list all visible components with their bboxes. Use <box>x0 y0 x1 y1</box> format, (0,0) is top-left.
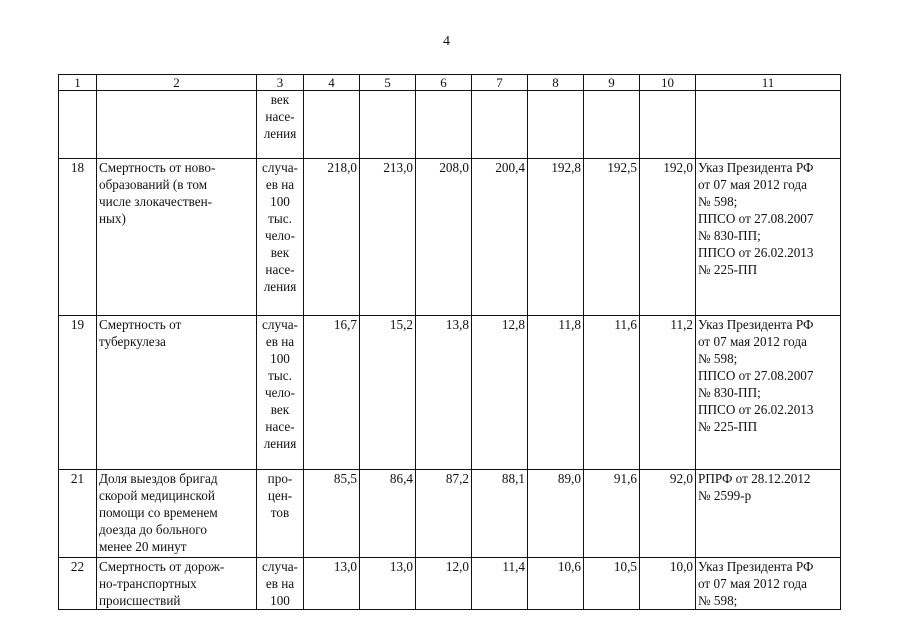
value-cell: 10,0 <box>640 558 696 610</box>
value-cell: 10,5 <box>584 558 640 610</box>
indicator-name-line: но-транспортных <box>99 576 197 591</box>
cell <box>584 91 640 159</box>
unit-line: насе- <box>265 419 295 434</box>
unit-cell <box>257 91 304 159</box>
value-cell: 91,6 <box>584 470 640 558</box>
unit-line: 100 <box>270 593 290 608</box>
unit-line: насе- <box>265 109 295 124</box>
value-cell: 12,0 <box>416 558 472 610</box>
indicator-name-line: скорой медицинской <box>99 488 215 503</box>
value-cell: 13,0 <box>304 558 360 610</box>
indicator-name-cell <box>97 558 257 610</box>
row-number-cell: 19 <box>59 316 97 470</box>
unit-line: ев на <box>265 334 295 349</box>
page-number: 4 <box>443 34 450 49</box>
value-cell: 200,4 <box>472 159 528 316</box>
unit-line: тыс. <box>268 368 292 383</box>
indicator-name-line: происшествий <box>99 593 181 608</box>
unit-line: чело- <box>264 228 296 243</box>
indicator-name-cell <box>97 159 257 316</box>
unit-cell <box>257 316 304 470</box>
cell <box>472 91 528 159</box>
header-cell: 8 <box>528 75 584 91</box>
unit-line: ев на <box>265 576 295 591</box>
unit-cell <box>257 470 304 558</box>
legal-basis-line: ППСО от 26.02.2013 <box>698 245 814 260</box>
legal-basis-line: № 598; <box>698 351 738 366</box>
legal-basis-cell <box>696 558 841 610</box>
indicator-name-line: Смертность от ново- <box>99 160 216 175</box>
unit-cell <box>257 558 304 610</box>
indicator-name-line: помощи со временем <box>99 505 218 520</box>
cell <box>640 91 696 159</box>
unit-line: ления <box>263 279 297 294</box>
legal-basis-line: ППСО от 26.02.2013 <box>698 402 814 417</box>
legal-basis-cell <box>696 316 841 470</box>
cell <box>360 91 416 159</box>
unit-line: ев на <box>265 177 295 192</box>
header-cell: 9 <box>584 75 640 91</box>
unit-line: ления <box>263 126 297 141</box>
unit-line: тыс. <box>268 211 292 226</box>
value-cell: 15,2 <box>360 316 416 470</box>
unit-line: случа- <box>262 160 298 175</box>
unit-line: век <box>270 92 290 107</box>
legal-basis-cell <box>696 159 841 316</box>
indicator-name-line: Смертность от дорож- <box>99 559 225 574</box>
legal-basis-line: № 225-ПП <box>698 262 758 277</box>
indicator-name-line: образований (в том <box>99 177 208 192</box>
legal-basis-line: от 07 мая 2012 года <box>698 334 807 349</box>
header-cell: 3 <box>257 75 304 91</box>
unit-line: случа- <box>262 559 298 574</box>
indicator-name-line: Смертность от <box>99 317 182 332</box>
value-cell: 88,1 <box>472 470 528 558</box>
legal-basis-line: № 225-ПП <box>698 419 758 434</box>
table-row <box>59 470 841 558</box>
unit-line: век <box>270 402 290 417</box>
unit-line: 100 <box>270 194 290 209</box>
header-cell: 7 <box>472 75 528 91</box>
legal-basis-line: от 07 мая 2012 года <box>698 177 807 192</box>
value-cell: 208,0 <box>416 159 472 316</box>
cell <box>528 91 584 159</box>
continuation-row <box>59 91 841 159</box>
value-cell: 87,2 <box>416 470 472 558</box>
unit-line: цен- <box>267 488 293 503</box>
indicator-name-line: ных) <box>99 211 126 226</box>
value-cell: 89,0 <box>528 470 584 558</box>
unit-line: ления <box>263 436 297 451</box>
unit-line: чело- <box>264 385 296 400</box>
legal-basis-line: № 2599-р <box>698 488 752 503</box>
legal-basis-line: Указ Президента РФ <box>698 160 814 175</box>
header-cell: 6 <box>416 75 472 91</box>
unit-cell <box>257 159 304 316</box>
header-row <box>59 75 841 91</box>
header-cell: 5 <box>360 75 416 91</box>
value-cell: 16,7 <box>304 316 360 470</box>
unit-line: тов <box>270 505 290 520</box>
value-cell: 10,6 <box>528 558 584 610</box>
indicators-table <box>58 74 841 610</box>
legal-basis-line: № 598; <box>698 194 738 209</box>
legal-basis-line: Указ Президента РФ <box>698 559 814 574</box>
legal-basis-line: РПРФ от 28.12.2012 <box>698 471 811 486</box>
header-cell: 11 <box>696 75 841 91</box>
value-cell: 13,0 <box>360 558 416 610</box>
row-number-cell: 18 <box>59 159 97 316</box>
cell <box>696 91 841 159</box>
value-cell: 192,5 <box>584 159 640 316</box>
value-cell: 85,5 <box>304 470 360 558</box>
legal-basis-line: № 598; <box>698 593 738 608</box>
value-cell: 86,4 <box>360 470 416 558</box>
value-cell: 11,2 <box>640 316 696 470</box>
legal-basis-line: № 830-ПП; <box>698 228 761 243</box>
legal-basis-line: Указ Президента РФ <box>698 317 814 332</box>
unit-line: случа- <box>262 317 298 332</box>
value-cell: 11,4 <box>472 558 528 610</box>
value-cell: 13,8 <box>416 316 472 470</box>
value-cell: 192,8 <box>528 159 584 316</box>
indicator-name-cell <box>97 316 257 470</box>
value-cell: 12,8 <box>472 316 528 470</box>
value-cell: 192,0 <box>640 159 696 316</box>
value-cell: 213,0 <box>360 159 416 316</box>
indicator-name-line: туберкулеза <box>99 334 166 349</box>
unit-line: 100 <box>270 351 290 366</box>
cell <box>59 91 97 159</box>
value-cell: 218,0 <box>304 159 360 316</box>
indicator-name-line: числе злокачествен- <box>99 194 213 209</box>
table-row <box>59 159 841 316</box>
value-cell: 11,6 <box>584 316 640 470</box>
legal-basis-line: № 830-ПП; <box>698 385 761 400</box>
cell <box>304 91 360 159</box>
legal-basis-line: ППСО от 27.08.2007 <box>698 368 814 383</box>
header-cell: 1 <box>59 75 97 91</box>
value-cell: 92,0 <box>640 470 696 558</box>
unit-line: насе- <box>265 262 295 277</box>
indicator-name-cell <box>97 470 257 558</box>
value-cell: 11,8 <box>528 316 584 470</box>
header-cell: 10 <box>640 75 696 91</box>
table-row <box>59 316 841 470</box>
table-body <box>59 75 841 610</box>
indicator-name-line: Доля выездов бригад <box>99 471 218 486</box>
header-cell: 2 <box>97 75 257 91</box>
cell <box>97 91 257 159</box>
legal-basis-line: ППСО от 27.08.2007 <box>698 211 814 226</box>
unit-line: про- <box>267 471 293 486</box>
indicator-name-line: доезда до больного <box>99 522 207 537</box>
indicator-name-line: менее 20 минут <box>99 539 187 554</box>
unit-line: век <box>270 245 290 260</box>
header-cell: 4 <box>304 75 360 91</box>
legal-basis-cell <box>696 470 841 558</box>
table-row <box>59 558 841 610</box>
row-number-cell: 21 <box>59 470 97 558</box>
row-number-cell: 22 <box>59 558 97 610</box>
cell <box>416 91 472 159</box>
legal-basis-line: от 07 мая 2012 года <box>698 576 807 591</box>
